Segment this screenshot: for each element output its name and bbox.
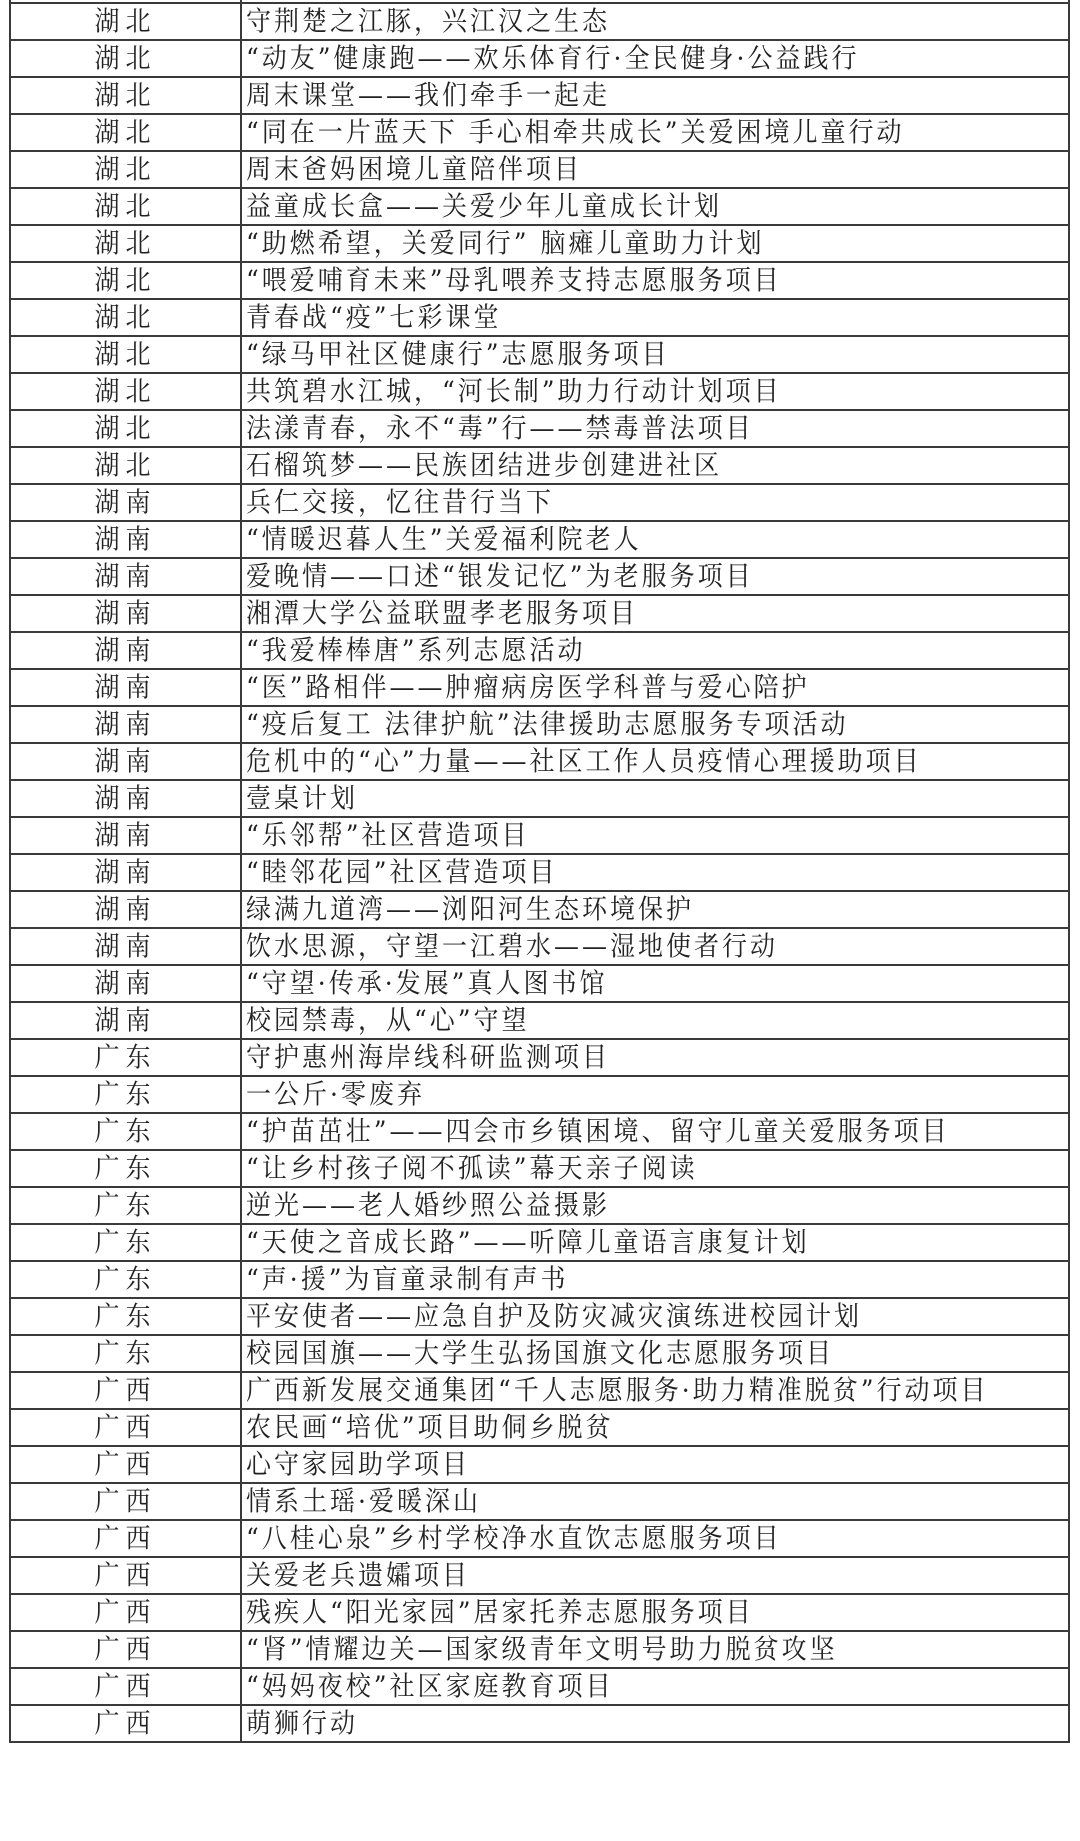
province-text: 广西 <box>94 1485 157 1518</box>
province-text: 湖南 <box>94 523 157 556</box>
province-cell <box>10 1372 241 1409</box>
project-text: 危机中的“心”力量——社区工作人员疫情心理援助项目 <box>246 745 922 778</box>
province-cell <box>10 447 241 484</box>
province-cell <box>10 780 241 817</box>
province-text: 广东 <box>94 1300 157 1333</box>
project-text: 周末课堂——我们牵手一起走 <box>246 79 611 112</box>
project-cell <box>241 1298 1069 1335</box>
table-row <box>10 1446 1069 1483</box>
table-row <box>10 1224 1069 1261</box>
project-text: 益童成长盒——关爱少年儿童成长计划 <box>246 190 723 223</box>
project-text: “动友”健康跑——欢乐体育行·全民健身·公益践行 <box>246 42 860 75</box>
table-row <box>10 1298 1069 1335</box>
project-text: 校园禁毒，从“心”守望 <box>246 1004 530 1037</box>
table-row <box>10 40 1069 77</box>
province-cell <box>10 1150 241 1187</box>
project-text: “乐邻帮”社区营造项目 <box>246 819 530 852</box>
project-cell <box>241 114 1069 151</box>
province-cell <box>10 262 241 299</box>
table-row <box>10 188 1069 225</box>
province-cell <box>10 595 241 632</box>
province-cell <box>10 669 241 706</box>
project-text: 兵仁交接，忆往昔行当下 <box>246 486 555 519</box>
province-text: 湖南 <box>94 597 157 630</box>
province-text: 湖南 <box>94 745 157 778</box>
province-cell <box>10 1520 241 1557</box>
table-row <box>10 1483 1069 1520</box>
province-cell <box>10 965 241 1002</box>
table-row <box>10 521 1069 558</box>
project-cell <box>241 1224 1069 1261</box>
project-text: 爱晚情——口述“银发记忆”为老服务项目 <box>246 560 754 593</box>
table-row <box>10 336 1069 373</box>
province-cell <box>10 1446 241 1483</box>
project-cell <box>241 1372 1069 1409</box>
project-cell <box>241 1446 1069 1483</box>
table-row <box>10 373 1069 410</box>
table-row <box>10 1594 1069 1631</box>
province-cell <box>10 1261 241 1298</box>
table-row <box>10 1002 1069 1039</box>
table-row <box>10 3 1069 40</box>
province-text: 广东 <box>94 1263 157 1296</box>
project-text: “疫后复工 法律护航”法律援助志愿服务专项活动 <box>246 708 849 741</box>
project-cell <box>241 410 1069 447</box>
project-cell <box>241 1113 1069 1150</box>
project-text: 共筑碧水江城，“河长制”助力行动计划项目 <box>246 375 782 408</box>
project-cell <box>241 1631 1069 1668</box>
province-cell <box>10 1594 241 1631</box>
project-text: 一公斤·零废弃 <box>246 1078 425 1111</box>
project-cell <box>241 77 1069 114</box>
project-cell <box>241 1668 1069 1705</box>
project-cell <box>241 780 1069 817</box>
table-row <box>10 891 1069 928</box>
project-text: “绿马甲社区健康行”志愿服务项目 <box>246 338 670 371</box>
project-text: “喂爱哺育未来”母乳喂养支持志愿服务项目 <box>246 264 782 297</box>
province-cell <box>10 1668 241 1705</box>
province-text: 广西 <box>94 1670 157 1703</box>
project-cell <box>241 1483 1069 1520</box>
project-text: 壹桌计划 <box>246 782 359 815</box>
project-text: 周末爸妈困境儿童陪伴项目 <box>246 153 583 186</box>
project-cell <box>241 817 1069 854</box>
project-cell <box>241 1002 1069 1039</box>
province-text: 广西 <box>94 1633 157 1666</box>
table-row <box>10 965 1069 1002</box>
project-text: 青春战“疫”七彩课堂 <box>246 301 502 334</box>
project-text: 湘潭大学公益联盟孝老服务项目 <box>246 597 639 630</box>
project-text: “情暖迟暮人生”关爱福利院老人 <box>246 523 642 556</box>
table-row <box>10 1150 1069 1187</box>
province-cell <box>10 188 241 225</box>
table-row <box>10 1372 1069 1409</box>
province-cell <box>10 77 241 114</box>
table-row <box>10 1076 1069 1113</box>
province-text: 湖南 <box>94 634 157 667</box>
table-row <box>10 1187 1069 1224</box>
project-cell <box>241 965 1069 1002</box>
province-text: 湖北 <box>94 42 157 75</box>
project-text: “护苗茁壮”——四会市乡镇困境、留守儿童关爱服务项目 <box>246 1115 950 1148</box>
table-row <box>10 262 1069 299</box>
province-text: 湖南 <box>94 967 157 1000</box>
province-text: 湖南 <box>94 819 157 852</box>
project-text: “让乡村孩子阅不孤读”幕天亲子阅读 <box>246 1152 698 1185</box>
project-text: 情系土瑶·爱暖深山 <box>246 1485 481 1518</box>
table-row <box>10 1113 1069 1150</box>
project-cell <box>241 336 1069 373</box>
project-cell <box>241 299 1069 336</box>
volunteer-project-table <box>9 0 1070 1743</box>
project-cell <box>241 484 1069 521</box>
province-text: 广东 <box>94 1115 157 1148</box>
province-cell <box>10 817 241 854</box>
province-text: 广东 <box>94 1078 157 1111</box>
province-cell <box>10 928 241 965</box>
province-cell <box>10 225 241 262</box>
province-text: 湖北 <box>94 227 157 260</box>
project-cell <box>241 1594 1069 1631</box>
province-cell <box>10 521 241 558</box>
table-row <box>10 1520 1069 1557</box>
province-cell <box>10 1557 241 1594</box>
province-text: 广东 <box>94 1226 157 1259</box>
table-row <box>10 1668 1069 1705</box>
project-cell <box>241 373 1069 410</box>
project-text: “同在一片蓝天下 手心相牵共成长”关爱困境儿童行动 <box>246 116 905 149</box>
province-text: 湖南 <box>94 856 157 889</box>
province-cell <box>10 484 241 521</box>
province-cell <box>10 743 241 780</box>
province-cell <box>10 1076 241 1113</box>
project-text: 守荆楚之江豚，兴江汉之生态 <box>246 5 611 38</box>
project-cell <box>241 1705 1069 1742</box>
province-text: 湖北 <box>94 79 157 112</box>
province-text: 湖北 <box>94 116 157 149</box>
province-text: 湖北 <box>94 338 157 371</box>
province-text: 广西 <box>94 1707 157 1740</box>
table-row <box>10 743 1069 780</box>
province-cell <box>10 558 241 595</box>
province-cell <box>10 1705 241 1742</box>
project-cell <box>241 262 1069 299</box>
province-text: 广西 <box>94 1411 157 1444</box>
province-text: 广西 <box>94 1374 157 1407</box>
province-cell <box>10 114 241 151</box>
province-cell <box>10 891 241 928</box>
province-text: 广西 <box>94 1522 157 1555</box>
province-text: 湖南 <box>94 1004 157 1037</box>
table-row <box>10 77 1069 114</box>
table-row <box>10 1631 1069 1668</box>
table-row <box>10 410 1069 447</box>
project-cell <box>241 669 1069 706</box>
table-row <box>10 817 1069 854</box>
province-cell <box>10 1335 241 1372</box>
province-text: 湖南 <box>94 708 157 741</box>
province-cell <box>10 854 241 891</box>
province-text: 湖南 <box>94 560 157 593</box>
project-table-container <box>9 0 1070 1743</box>
project-cell <box>241 1150 1069 1187</box>
project-text: “声·援”为盲童录制有声书 <box>246 1263 569 1296</box>
table-row <box>10 1557 1069 1594</box>
project-text: 广西新发展交通集团“千人志愿服务·助力精准脱贫”行动项目 <box>246 1374 989 1407</box>
table-body <box>10 0 1069 1742</box>
table-row <box>10 299 1069 336</box>
province-text: 广东 <box>94 1337 157 1370</box>
project-cell <box>241 854 1069 891</box>
project-text: 萌狮行动 <box>246 1707 359 1740</box>
project-text: 残疾人“阳光家园”居家托养志愿服务项目 <box>246 1596 754 1629</box>
project-cell <box>241 3 1069 40</box>
table-row <box>10 225 1069 262</box>
province-cell <box>10 336 241 373</box>
table-row <box>10 558 1069 595</box>
province-text: 湖南 <box>94 486 157 519</box>
province-text: 湖南 <box>94 930 157 963</box>
project-cell <box>241 558 1069 595</box>
province-cell <box>10 1187 241 1224</box>
project-text: 心守家园助学项目 <box>246 1448 471 1481</box>
project-cell <box>241 1335 1069 1372</box>
project-text: 饮水思源，守望一江碧水——湿地使者行动 <box>246 930 779 963</box>
project-cell <box>241 928 1069 965</box>
project-cell <box>241 1261 1069 1298</box>
table-row <box>10 854 1069 891</box>
table-row <box>10 1705 1069 1742</box>
project-text: 关爱老兵遗孀项目 <box>246 1559 471 1592</box>
project-text: “睦邻花园”社区营造项目 <box>246 856 558 889</box>
project-text: 石榴筑梦——民族团结进步创建进社区 <box>246 449 723 482</box>
province-cell <box>10 40 241 77</box>
table-row <box>10 1261 1069 1298</box>
project-cell <box>241 225 1069 262</box>
project-text: 逆光——老人婚纱照公益摄影 <box>246 1189 611 1222</box>
project-cell <box>241 188 1069 225</box>
table-row <box>10 484 1069 521</box>
project-text: “妈妈夜校”社区家庭教育项目 <box>246 1670 614 1703</box>
project-text: “助燃希望，关爱同行” 脑瘫儿童助力计划 <box>246 227 765 260</box>
province-cell <box>10 1483 241 1520</box>
project-text: 法漾青春，永不“毒”行——禁毒普法项目 <box>246 412 754 445</box>
province-cell <box>10 632 241 669</box>
table-row <box>10 632 1069 669</box>
province-cell <box>10 410 241 447</box>
province-cell <box>10 1298 241 1335</box>
table-row <box>10 1039 1069 1076</box>
province-text: 湖南 <box>94 782 157 815</box>
table-row <box>10 114 1069 151</box>
project-cell <box>241 40 1069 77</box>
project-cell <box>241 1409 1069 1446</box>
province-text: 湖北 <box>94 153 157 186</box>
province-text: 广西 <box>94 1448 157 1481</box>
project-text: “我爱棒棒唐”系列志愿活动 <box>246 634 586 667</box>
province-text: 湖北 <box>94 412 157 445</box>
project-text: 校园国旗——大学生弘扬国旗文化志愿服务项目 <box>246 1337 835 1370</box>
province-cell <box>10 1224 241 1261</box>
table-row <box>10 928 1069 965</box>
province-text: 广东 <box>94 1041 157 1074</box>
province-text: 广西 <box>94 1596 157 1629</box>
project-cell <box>241 1076 1069 1113</box>
province-text: 湖北 <box>94 190 157 223</box>
province-text: 湖南 <box>94 893 157 926</box>
project-cell <box>241 632 1069 669</box>
project-cell <box>241 1187 1069 1224</box>
table-row <box>10 1409 1069 1446</box>
project-cell <box>241 151 1069 188</box>
project-text: 守护惠州海岸线科研监测项目 <box>246 1041 611 1074</box>
project-cell <box>241 595 1069 632</box>
project-text: “八桂心泉”乡村学校净水直饮志愿服务项目 <box>246 1522 782 1555</box>
province-cell <box>10 151 241 188</box>
table-row <box>10 595 1069 632</box>
project-cell <box>241 521 1069 558</box>
province-text: 广东 <box>94 1189 157 1222</box>
project-text: 平安使者——应急自护及防灾减灾演练进校园计划 <box>246 1300 863 1333</box>
table-row <box>10 780 1069 817</box>
province-cell <box>10 1409 241 1446</box>
province-cell <box>10 1039 241 1076</box>
project-cell <box>241 1520 1069 1557</box>
table-row <box>10 151 1069 188</box>
project-text: 农民画“培优”项目助侗乡脱贫 <box>246 1411 614 1444</box>
project-cell <box>241 891 1069 928</box>
province-text: 湖南 <box>94 671 157 704</box>
province-text: 湖北 <box>94 5 157 38</box>
province-text: 广西 <box>94 1559 157 1592</box>
project-text: 绿满九道湾——浏阳河生态环境保护 <box>246 893 695 926</box>
province-text: 湖北 <box>94 301 157 334</box>
project-text: “肾”情耀边关—国家级青年文明号助力脱贫攻坚 <box>246 1633 838 1666</box>
project-cell <box>241 447 1069 484</box>
project-cell <box>241 706 1069 743</box>
table-row <box>10 706 1069 743</box>
project-text: “医”路相伴——肿瘤病房医学科普与爱心陪护 <box>246 671 810 704</box>
province-text: 湖北 <box>94 449 157 482</box>
province-text: 广东 <box>94 1152 157 1185</box>
province-cell <box>10 3 241 40</box>
project-cell <box>241 1039 1069 1076</box>
province-cell <box>10 1113 241 1150</box>
province-cell <box>10 1002 241 1039</box>
province-text: 湖北 <box>94 375 157 408</box>
project-text: “守望·传承·发展”真人图书馆 <box>246 967 608 1000</box>
province-cell <box>10 299 241 336</box>
table-row <box>10 1335 1069 1372</box>
table-row <box>10 447 1069 484</box>
project-cell <box>241 1557 1069 1594</box>
project-cell <box>241 743 1069 780</box>
province-cell <box>10 1631 241 1668</box>
table-row <box>10 669 1069 706</box>
project-text: “天使之音成长路”——听障儿童语言康复计划 <box>246 1226 810 1259</box>
province-cell <box>10 706 241 743</box>
province-cell <box>10 373 241 410</box>
province-text: 湖北 <box>94 264 157 297</box>
